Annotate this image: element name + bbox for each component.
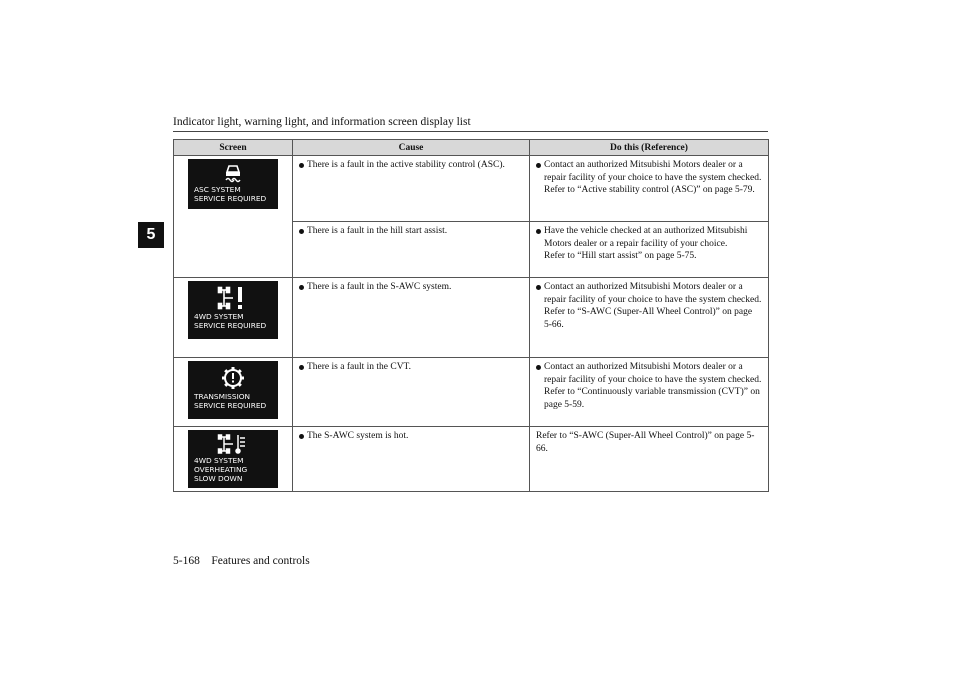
bullet-icon <box>299 285 304 290</box>
reference-text: Refer to “S-AWC (Super-All Wheel Control)” on page 5-66. <box>536 431 755 454</box>
reference-text: Refer to “Continuously variable transmission (CVT)” on page 5-59. <box>544 387 760 410</box>
screen-display-transmission <box>188 361 278 419</box>
table-row <box>174 358 769 427</box>
bullet-icon <box>536 285 541 290</box>
screen-display-4wd-overheating <box>188 430 278 488</box>
action-text: Contact an authorized Mitsubishi Motors dealer or a repair facility of your choice to have the system checked. <box>544 160 762 183</box>
table-row <box>174 427 769 492</box>
bullet-icon <box>299 434 304 439</box>
reference-text: Refer to “Hill start assist” on page 5-75. <box>544 251 697 262</box>
action-text: Contact an authorized Mitsubishi Motors dealer or a repair facility of your choice to have the system checked. <box>544 362 762 385</box>
action-cell <box>530 358 769 427</box>
reference-text: Refer to “Active stability control (ASC)” on page 5-79. <box>544 185 755 196</box>
table-row <box>174 156 769 222</box>
action-cell <box>530 222 769 278</box>
cause-cell <box>293 156 530 222</box>
cause-text: There is a fault in the S-AWC system. <box>307 282 452 292</box>
column-header-cause: Cause <box>293 140 530 156</box>
action-cell <box>530 278 769 358</box>
cause-cell <box>293 358 530 427</box>
screen-display-asc <box>188 159 278 209</box>
page-header-title: Indicator light, warning light, and information screen display list <box>173 116 471 128</box>
transmission-gear-warning-icon <box>220 366 246 390</box>
screen-cell <box>174 427 293 492</box>
action-text: Contact an authorized Mitsubishi Motors dealer or a repair facility of your choice to have the system checked. <box>544 282 762 305</box>
4wd-warning-icon <box>216 286 250 310</box>
asc-skid-car-icon <box>221 163 245 183</box>
cause-text: The S-AWC system is hot. <box>307 431 409 441</box>
cause-cell <box>293 278 530 358</box>
bullet-icon <box>299 163 304 168</box>
4wd-temperature-icon <box>216 434 250 454</box>
page-footer <box>173 555 310 567</box>
indicator-table <box>173 139 769 492</box>
chapter-tab: 5 <box>138 222 164 248</box>
cause-text: There is a fault in the CVT. <box>307 362 412 372</box>
screen-line: SERVICE REQUIRED <box>194 194 267 203</box>
cause-text: There is a fault in the active stability control (ASC). <box>307 160 505 170</box>
cause-cell <box>293 427 530 492</box>
action-cell <box>530 156 769 222</box>
screen-line: ASC SYSTEM <box>194 185 241 194</box>
bullet-icon <box>299 365 304 370</box>
bullet-icon <box>536 229 541 234</box>
screen-line: 4WD SYSTEM <box>194 456 244 465</box>
cause-text: There is a fault in the hill start assist. <box>307 226 448 236</box>
screen-line: TRANSMISSION <box>194 392 251 401</box>
screen-line: SLOW DOWN <box>194 474 243 483</box>
action-cell <box>530 427 769 492</box>
table-row <box>174 278 769 358</box>
screen-display-4wd-service <box>188 281 278 339</box>
column-header-screen: Screen <box>174 140 293 156</box>
screen-line: SERVICE REQUIRED <box>194 401 267 410</box>
bullet-icon <box>299 229 304 234</box>
screen-line: SERVICE REQUIRED <box>194 321 267 330</box>
screen-cell <box>174 358 293 427</box>
bullet-icon <box>536 163 541 168</box>
bullet-icon <box>536 365 541 370</box>
cause-cell <box>293 222 530 278</box>
reference-text: Refer to “S-AWC (Super-All Wheel Control)” on page 5-66. <box>544 307 753 330</box>
header-rule <box>173 131 768 132</box>
screen-cell <box>174 156 293 278</box>
footer-page-label: 5-168 Features and controls <box>173 555 310 567</box>
column-header-action: Do this (Reference) <box>530 140 769 156</box>
screen-line: 4WD SYSTEM <box>194 312 244 321</box>
action-text: Have the vehicle checked at an authorized Mitsubishi Motors dealer or a repair facility of your choice. <box>544 226 748 249</box>
screen-line: OVERHEATING <box>194 465 248 474</box>
screen-cell <box>174 278 293 358</box>
